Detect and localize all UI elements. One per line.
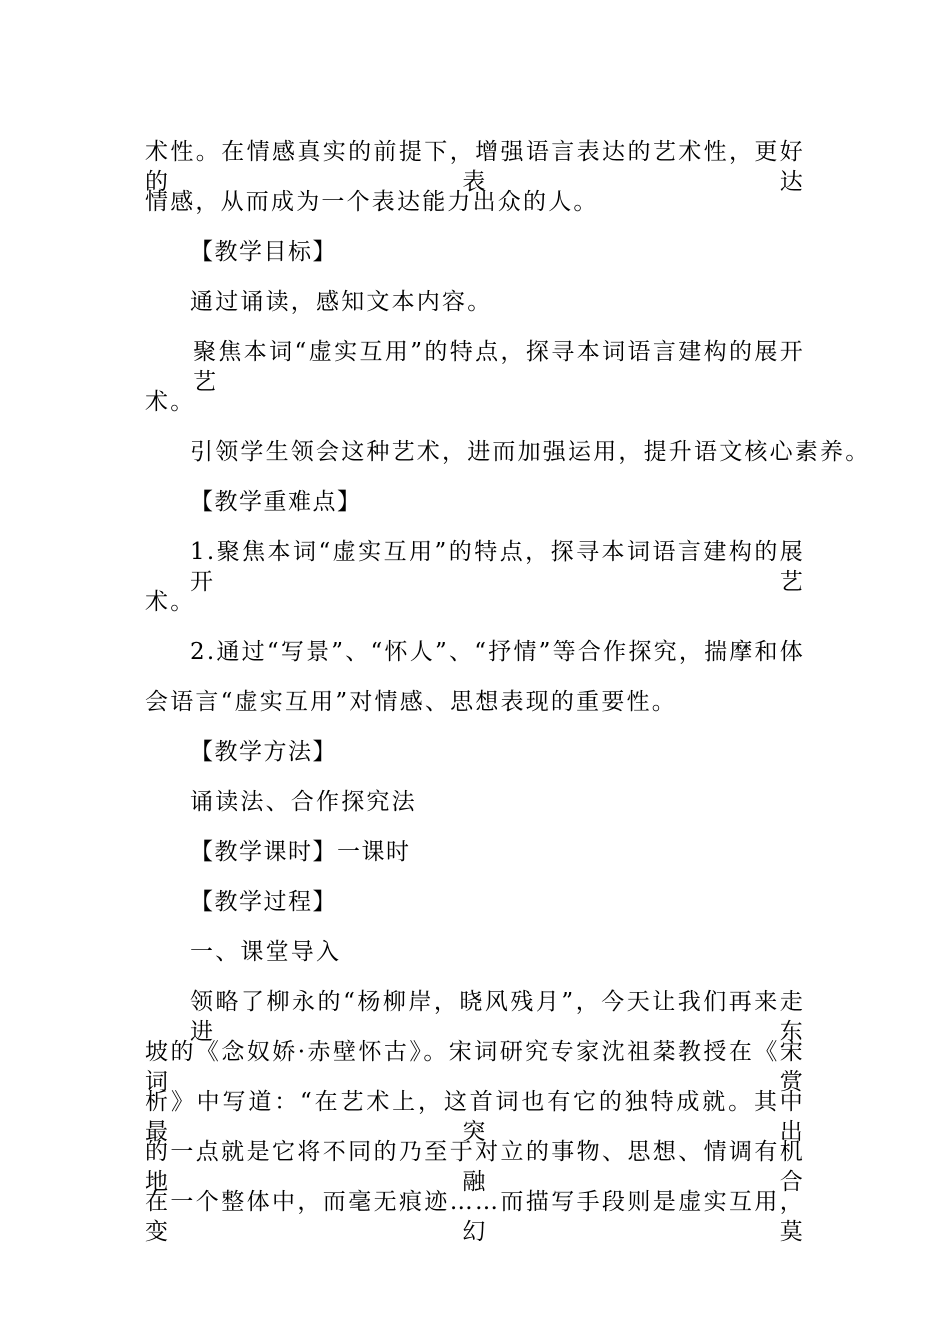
paragraph-line: 聚焦本词“虚实互用”的特点，探寻本词语言建构的展开艺 — [193, 339, 805, 395]
paragraph-line: 坡的《念奴娇·赤壁怀古》。宋词研究专家沈祖棻教授在《宋词赏 — [145, 1039, 805, 1095]
paragraph-line: 通过诵读，感知文本内容。 — [190, 289, 493, 315]
paragraph-line: 领略了柳永的“杨柳岸，晓风残月”，今天让我们再来走进东 — [190, 989, 805, 1045]
section-heading-teaching-goals: 【教学目标】 — [190, 239, 337, 265]
paragraph-line: 情感，从而成为一个表达能力出众的人。 — [145, 189, 599, 215]
list-item-line: 会语言“虚实互用”对情感、思想表现的重要性。 — [145, 689, 677, 715]
section-heading-class-hours: 【教学课时】一课时 — [190, 839, 411, 865]
list-item-line: 2.通过“写景”、“怀人”、“抒情”等合作探究，揣摩和体 — [190, 639, 805, 665]
section-heading-teaching-methods: 【教学方法】 — [190, 739, 337, 765]
subsection-heading-introduction: 一、课堂导入 — [190, 939, 342, 965]
section-heading-key-points: 【教学重难点】 — [190, 489, 362, 515]
paragraph-line: 的一点就是它将不同的乃至于对立的事物、思想、情调有机地融合 — [145, 1139, 805, 1195]
list-item-line: 术。 — [145, 589, 196, 615]
paragraph-line: 术性。在情感真实的前提下，增强语言表达的艺术性，更好的表达 — [145, 139, 805, 195]
paragraph-line: 引领学生领会这种艺术，进而加强运用，提升语文核心素养。 — [190, 439, 871, 465]
paragraph-line: 在一个整体中，而毫无痕迹……而描写手段则是虚实互用，变幻莫 — [145, 1189, 805, 1245]
paragraph-line: 析》中写道：“在艺术上，这首词也有它的独特成就。其中最突出 — [145, 1089, 805, 1145]
list-item-line: 1.聚焦本词“虚实互用”的特点，探寻本词语言建构的展开艺 — [190, 539, 805, 595]
paragraph-line: 诵读法、合作探究法 — [190, 789, 417, 815]
section-heading-teaching-process: 【教学过程】 — [190, 889, 337, 915]
paragraph-line: 术。 — [145, 389, 196, 415]
